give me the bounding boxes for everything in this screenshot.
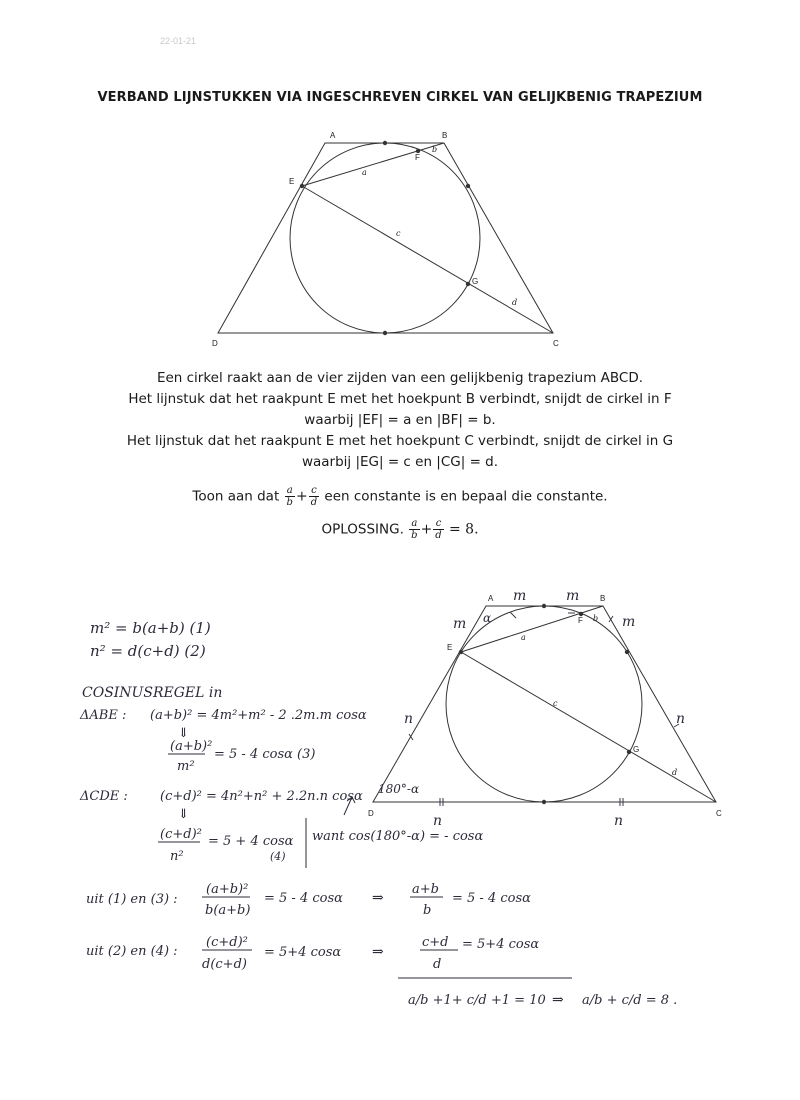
label2-d: D	[368, 809, 374, 818]
task-text-after: een constante is en bepaal die constante.	[324, 488, 608, 505]
segment2-label-b: b	[593, 614, 599, 623]
tangent-n-c-bottom: n	[614, 813, 624, 829]
label2-g: G	[633, 745, 640, 754]
uit24-result-numerator: c+d	[422, 935, 449, 950]
segment-label-d: d	[512, 298, 518, 307]
uit24-implies: ⇒	[372, 944, 384, 960]
final-result: a/b + c/d = 8 .	[582, 993, 678, 1008]
label-b: B	[442, 131, 448, 140]
segment-label-b: b	[432, 145, 438, 154]
label-g: G	[472, 277, 479, 286]
uit24-equation: = 5+4 cosα	[264, 945, 342, 960]
abe-down-arrow: ⇓	[178, 726, 189, 741]
uit13-fraction-numerator: (a+b)²	[206, 882, 249, 897]
label2-b: B	[600, 594, 606, 603]
uit13-result: = 5 - 4 cosα	[452, 891, 531, 906]
cde-fraction-denominator: n²	[170, 849, 184, 864]
eq-n-squared: n² = d(c+d) (2)	[90, 642, 206, 660]
label2-f: F	[578, 616, 583, 625]
uit-2-en-4-label: uit (2) en (4) :	[86, 944, 178, 959]
plus-sign: +	[295, 488, 308, 505]
problem-line-4: Het lijnstuk dat het raakpunt E met het hoekpunt C verbindt, snijdt de cirkel in G	[126, 433, 674, 449]
tangent-m-ab-right: m	[566, 588, 580, 604]
worksheet-title: VERBAND LIJNSTUKKEN VIA INGESCHREVEN CIRKEL VAN GELIJKBENIG TRAPEZIUM	[97, 90, 703, 105]
angle-alpha-label: α	[483, 611, 492, 625]
uit-1-en-3-label: uit (1) en (3) :	[86, 892, 178, 907]
segment-label-c: c	[396, 229, 401, 238]
solution-label: OPLOSSING.	[321, 521, 404, 538]
cde-equation-tag: (4)	[270, 850, 286, 863]
uit13-result-numerator: a+b	[412, 882, 439, 897]
cosinusregel-heading: COSINUSREGEL in	[82, 685, 223, 701]
tangent-m-ae: m	[453, 616, 467, 632]
segment2-label-d: d	[672, 768, 678, 777]
uit13-equation: = 5 - 4 cosα	[264, 891, 343, 906]
segment2-label-c: c	[553, 699, 558, 708]
header-mark-text: 22-01-21	[160, 36, 197, 46]
cde-fraction-numerator: (c+d)²	[160, 827, 202, 842]
abe-fraction-denominator: m²	[177, 759, 195, 774]
label-c: C	[553, 339, 559, 348]
label2-e: E	[447, 643, 453, 652]
eq-m-squared: m² = b(a+b) (1)	[90, 619, 211, 637]
uit13-fraction-denominator: b(a+b)	[205, 903, 251, 918]
tangent-n-cg: n	[676, 711, 686, 727]
uit24-result: = 5+4 cosα	[462, 937, 540, 952]
triangle-abe-equation: (a+b)² = 4m²+m² - 2 .2m.m cosα	[150, 708, 367, 723]
tangent-n-d-bottom: n	[433, 813, 443, 829]
tangent-m-ab-left: m	[513, 588, 527, 604]
abe-result: = 5 - 4 cosα (3)	[214, 747, 316, 762]
fraction-a-over-b: $\frac{a}{b}$	[286, 485, 293, 508]
uit24-result-denominator: d	[433, 957, 442, 972]
uit13-implies: ⇒	[372, 890, 384, 906]
label-f: F	[415, 153, 420, 162]
solution-value: = 8.	[449, 521, 479, 538]
solution-fraction-c-over-d: $\frac{c}{d}$	[435, 518, 442, 541]
problem-line-1: Een cirkel raakt aan de vier zijden van een gelijkbenig trapezium ABCD.	[156, 370, 644, 386]
label2-a: A	[488, 594, 494, 603]
problem-line-3: waarbij |EF| = a en |BF| = b.	[304, 412, 496, 428]
label-a: A	[330, 131, 336, 140]
segment-label-a: a	[362, 168, 367, 177]
label2-c: C	[716, 809, 722, 818]
cde-result: = 5 + 4 cosα	[208, 834, 294, 849]
uit13-result-denominator: b	[423, 903, 432, 918]
fraction-c-over-d: $\frac{c}{d}$	[310, 485, 318, 508]
angle-180-minus-alpha: 180°-α	[378, 782, 420, 796]
label-d: D	[212, 339, 218, 348]
tangent-n-de: n	[404, 711, 414, 727]
cosine-supplement-note: want cos(180°-α) = - cosα	[312, 829, 484, 844]
triangle-abe-label: ΔABE :	[80, 708, 127, 723]
problem-line-5: waarbij |EG| = c en |CG| = d.	[301, 454, 499, 470]
problem-line-2: Het lijnstuk dat het raakpunt E met het hoekpunt B verbindt, snijdt de cirkel in F	[128, 391, 672, 407]
triangle-cde-label: ΔCDE :	[80, 789, 128, 804]
uit24-fraction-denominator: d(c+d)	[202, 957, 247, 972]
cde-down-arrow: ⇓	[178, 807, 189, 822]
solution-plus-sign: +	[420, 521, 433, 538]
final-sum-equation: a/b +1+ c/d +1 = 10	[408, 993, 546, 1008]
triangle-cde-equation: (c+d)² = 4n²+n² + 2.2n.n cosα	[160, 789, 363, 804]
task-text-before: Toon aan dat	[192, 488, 280, 505]
label-e: E	[289, 177, 295, 186]
final-implies: ⇒	[552, 992, 564, 1008]
tangent-m-bf: m	[622, 614, 636, 630]
abe-fraction-numerator: (a+b)²	[170, 739, 213, 754]
segment2-label-a: a	[521, 633, 526, 642]
solution-fraction-a-over-b: $\frac{a}{b}$	[411, 518, 418, 541]
uit24-fraction-numerator: (c+d)²	[206, 935, 248, 950]
